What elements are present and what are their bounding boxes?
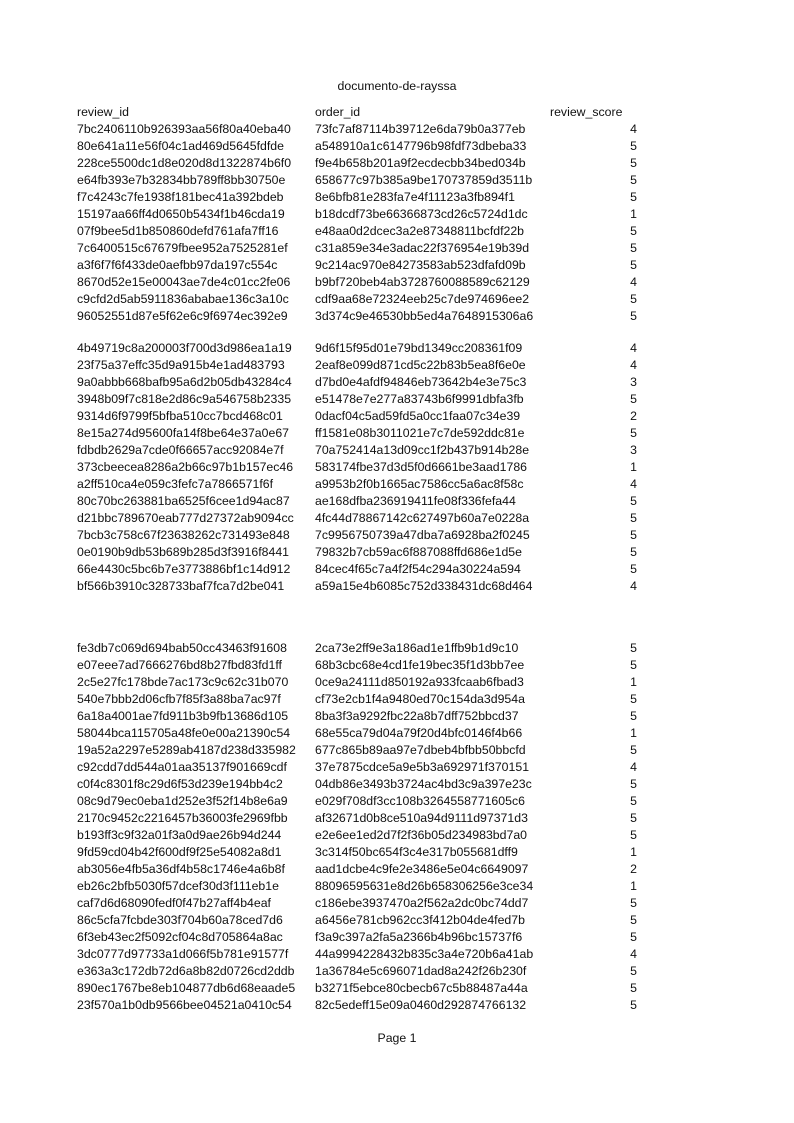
table-row: [77, 578, 637, 595]
order-id-cell: 82c5edeff15e09a0460d292874766132: [315, 998, 527, 1012]
order-id-cell: 04db86e3493b3724ac4bd3c9a397e23c: [315, 777, 532, 791]
review-id-cell: caf7d6d68090fedf0f47b27aff4b4eaf: [77, 896, 271, 910]
order-id-cell: 68b3cbc68e4cd1fe19bec35f1d3bb7ee: [315, 658, 525, 672]
review-id-cell: 9fd59cd04b42f600df9f25e54082a8d1: [77, 845, 282, 859]
review-score-cell: 5: [630, 292, 637, 306]
table-row: [77, 810, 637, 827]
review-id-cell: eb26c2bfb5030f57dcef30d3f111eb1e: [77, 879, 279, 893]
table-row: [77, 172, 637, 189]
order-id-cell: e029f708df3cc108b3264558771605c6: [315, 794, 525, 808]
review-score-cell: 5: [630, 964, 637, 978]
order-id-cell: af32671d0b8ce510a94d9111d97371d3: [315, 811, 528, 825]
review-score-cell: 1: [630, 726, 637, 740]
table-row: [77, 674, 637, 691]
review-score-cell: 4: [630, 760, 637, 774]
table-row: [77, 391, 637, 408]
review-id-cell: 540e7bbb2d06cfb7f85f3a88ba7ac97f: [77, 692, 281, 706]
order-id-cell: 2eaf8e099d871cd5c22b83b5ea8f6e0e: [315, 358, 526, 372]
order-id-cell: 79832b7cb59ac6f887088ffd686e1d5e: [315, 545, 522, 559]
review-score-cell: 5: [630, 981, 637, 995]
table-row: [77, 561, 637, 578]
table-row: [77, 963, 637, 980]
table-row: [77, 510, 637, 527]
order-id-cell: c31a859e34e3adac22f376954e19b39d: [315, 241, 530, 255]
order-id-cell: b9bf720beb4ab3728760088589c62129: [315, 275, 530, 289]
review-id-cell: 3948b09f7c818e2d86c9a546758b2335: [77, 392, 292, 406]
review-id-cell: 6f3eb43ec2f5092cf04c8d705864a8ac: [77, 930, 283, 944]
table-row: [77, 861, 637, 878]
review-id-cell: 23f570a1b0db9566bee04521a0410c54: [77, 998, 292, 1012]
review-id-cell: c9cfd2d5ab5911836ababae136c3a10c: [77, 292, 289, 306]
table-row: [77, 240, 637, 257]
review-id-cell: e64fb393e7b32834bb789ff8bb30750e: [77, 173, 286, 187]
review-score-cell: 4: [630, 477, 637, 491]
review-score-cell: 5: [630, 998, 637, 1012]
table-row: [77, 776, 637, 793]
review-score-cell: 1: [630, 460, 637, 474]
table-row: [77, 827, 637, 844]
review-score-cell: 5: [630, 139, 637, 153]
review-score-cell: 4: [630, 947, 637, 961]
order-id-cell: e2e6ee1ed2d7f2f36b05d234983bd7a0: [315, 828, 528, 842]
order-id-cell: b18dcdf73be66366873cd26c5724d1dc: [315, 207, 528, 221]
column-header-order-id: order_id: [315, 105, 361, 119]
order-id-cell: cf73e2cb1f4a9480ed70c154da3d954a: [315, 692, 525, 706]
review-id-cell: f7c4243c7fe1938f181bec41a392bdeb: [77, 190, 284, 204]
order-id-cell: 70a752414a13d09cc1f2b437b914b28e: [315, 443, 530, 457]
order-id-cell: a6456e781cb962cc3f412b04de4fed7b: [315, 913, 525, 927]
table-header-row: [77, 104, 637, 121]
review-score-cell: 5: [630, 309, 637, 323]
order-id-cell: f3a9c397a2fa5a2366b4b96bc15737f6: [315, 930, 523, 944]
review-id-cell: 228ce5500dc1d8e020d8d1322874b6f0: [77, 156, 292, 170]
review-score-cell: 5: [630, 743, 637, 757]
review-id-cell: 7bc2406110b926393aa56f80a40eba40: [77, 122, 291, 136]
order-id-cell: ff1581e08b3011021e7c7de592ddc81e: [315, 426, 525, 440]
review-id-cell: 96052551d87e5f62e6c9f6974ec392e9: [77, 309, 288, 323]
review-id-cell: 7c6400515c67679fbee952a7525281ef: [77, 241, 288, 255]
review-id-cell: 07f9bee5d1b850860defd761afa7ff16: [77, 224, 279, 238]
table-row: [77, 725, 637, 742]
table-row: [77, 223, 637, 240]
table-row: [77, 980, 637, 997]
review-score-cell: 5: [630, 896, 637, 910]
review-id-cell: 9a0abbb668bafb95a6d2b05db43284c4: [77, 375, 292, 389]
page-number: Page 1: [377, 1031, 417, 1045]
review-id-cell: d21bbc789670eab777d27372ab9094cc: [77, 511, 294, 525]
review-id-cell: 19a52a2297e5289ab4187d238d335982: [77, 743, 296, 757]
review-id-cell: 08c9d79ec0eba1d252e3f52f14b8e6a9: [77, 794, 288, 808]
order-id-cell: 9d6f15f95d01e79bd1349cc208361f09: [315, 341, 523, 355]
table-row: [77, 640, 637, 657]
review-score-cell: 5: [630, 913, 637, 927]
table-row: [77, 476, 637, 493]
column-header-review-id: review_id: [77, 105, 129, 119]
review-score-cell: 5: [630, 692, 637, 706]
order-id-cell: a548910a1c6147796b98fdf73dbeba33: [315, 139, 527, 153]
review-id-cell: 58044bca115705a48fe0e00a21390c54: [77, 726, 291, 740]
review-score-cell: 5: [630, 511, 637, 525]
table-row: [77, 274, 637, 291]
table-row: [77, 895, 637, 912]
order-id-cell: b3271f5ebce80cbecb67c5b88487a44a: [315, 981, 528, 995]
review-id-cell: fe3db7c069d694bab50cc43463f91608: [77, 641, 287, 655]
review-id-cell: 4b49719c8a200003f700d3d986ea1a19: [77, 341, 292, 355]
table-row: [77, 408, 637, 425]
order-id-cell: a9953b2f0b1665ac7586cc5a6ac8f58c: [315, 477, 524, 491]
table-row: [77, 121, 637, 138]
order-id-cell: e48aa0d2dcec3a2e87348811bcfdf22b: [315, 224, 525, 238]
order-id-cell: 658677c97b385a9be170737859d3511b: [315, 173, 533, 187]
review-id-cell: a3f6f7f6f433de0aefbb97da197c554c: [77, 258, 278, 272]
order-id-cell: aad1dcbe4c9fe2e3486e5e04c6649097: [315, 862, 529, 876]
review-id-cell: 3dc0777d97733a1d066f5b781e91577f: [77, 947, 289, 961]
review-id-cell: 80e641a11e56f04c1ad469d5645fdfde: [77, 139, 284, 153]
review-score-cell: 5: [630, 794, 637, 808]
table-row: [77, 493, 637, 510]
review-id-cell: fdbdb2629a7cde0f66657acc92084e7f: [77, 443, 284, 457]
review-score-cell: 5: [630, 426, 637, 440]
table-row: [77, 257, 637, 274]
order-id-cell: 3d374c9e46530bb5ed4a7648915306a6: [315, 309, 534, 323]
review-id-cell: c92cdd7dd544a01aa35137f901669cdf: [77, 760, 287, 774]
review-id-cell: 66e4430c5bc6b7e3773886bf1c14d912: [77, 562, 291, 576]
order-id-cell: 8ba3f3a9292fbc22a8b7dff752bbcd37: [315, 709, 519, 723]
review-score-cell: 3: [630, 443, 637, 457]
review-id-cell: 0e0190b9db53b689b285d3f3916f8441: [77, 545, 290, 559]
review-id-cell: 23f75a37effc35d9a915b4e1ad483793: [77, 358, 285, 372]
review-score-cell: 1: [630, 845, 637, 859]
review-score-cell: 5: [630, 545, 637, 559]
document-title: documento-de-rayssa: [337, 79, 457, 93]
order-id-cell: 44a9994228432b835c3a4e720b6a41ab: [315, 947, 534, 961]
table-row: [77, 878, 637, 895]
review-id-cell: 6a18a4001ae7fd911b3b9fb13686d105: [77, 709, 289, 723]
table-row: [77, 155, 637, 172]
order-id-cell: 3c314f50bc654f3c4e317b055681dff9: [315, 845, 518, 859]
review-id-cell: 373cbeecea8286a2b66c97b1b157ec46: [77, 460, 294, 474]
review-score-cell: 5: [630, 156, 637, 170]
table-row: [77, 442, 637, 459]
review-score-cell: 4: [630, 358, 637, 372]
review-id-cell: 890ec1767be8eb104877db6d68eaade5: [77, 981, 296, 995]
review-score-cell: 5: [630, 528, 637, 542]
table-row: [77, 946, 637, 963]
review-score-cell: 4: [630, 275, 637, 289]
review-score-cell: 5: [630, 828, 637, 842]
review-id-cell: 2170c9452c2216457b36003fe2969fbb: [77, 811, 288, 825]
review-score-cell: 2: [630, 862, 637, 876]
review-score-cell: 3: [630, 375, 637, 389]
order-id-cell: 2ca73e2ff9e3a186ad1e1ffb9b1d9c10: [315, 641, 519, 655]
review-score-cell: 4: [630, 579, 637, 593]
table-row: [77, 691, 637, 708]
order-id-cell: 0ce9a24111d850192a933fcaab6fbad3: [315, 675, 524, 689]
table-row: [77, 912, 637, 929]
table-row: [77, 308, 637, 325]
review-score-cell: 5: [630, 562, 637, 576]
review-score-cell: 5: [630, 392, 637, 406]
review-score-cell: 5: [630, 709, 637, 723]
table-row: [77, 708, 637, 725]
review-score-cell: 5: [630, 258, 637, 272]
order-id-cell: f9e4b658b201a9f2ecdecbb34bed034b: [315, 156, 526, 170]
review-score-cell: 5: [630, 241, 637, 255]
review-id-cell: bf566b3910c328733baf7fca7d2be041: [77, 579, 285, 593]
order-id-cell: 1a36784e5c696071dad8a242f26b230f: [315, 964, 527, 978]
review-score-cell: 5: [630, 190, 637, 204]
review-id-cell: 2c5e27fc178bde7ac173c9c62c31b070: [77, 675, 289, 689]
order-id-cell: 7c9956750739a47dba7a6928ba2f0245: [315, 528, 530, 542]
column-header-review-score: review_score: [550, 105, 623, 119]
table-row: [77, 138, 637, 155]
table-row: [77, 459, 637, 476]
order-id-cell: 4fc44d78867142c627497b60a7e0228a: [315, 511, 530, 525]
review-score-cell: 5: [630, 930, 637, 944]
table-row: [77, 742, 637, 759]
review-score-cell: 5: [630, 641, 637, 655]
review-score-cell: 5: [630, 658, 637, 672]
review-score-cell: 1: [630, 879, 637, 893]
table-row: [77, 425, 637, 442]
review-score-cell: 4: [630, 341, 637, 355]
review-id-cell: 7bcb3c758c67f23638262c731493e848: [77, 528, 290, 542]
review-score-cell: 5: [630, 811, 637, 825]
table-row: [77, 291, 637, 308]
review-score-cell: 5: [630, 777, 637, 791]
order-id-cell: d7bd0e4afdf94846eb73642b4e3e75c3: [315, 375, 527, 389]
review-id-cell: ab3056e4fb5a36df4b58c1746e4a6b8f: [77, 862, 285, 876]
order-id-cell: 0dacf04c5ad59fd5a0cc1faa07c34e39: [315, 409, 521, 423]
table-row: [77, 844, 637, 861]
review-score-cell: 4: [630, 122, 637, 136]
order-id-cell: 68e55ca79d04a79f20d4bfc0146f4b66: [315, 726, 523, 740]
order-id-cell: e51478e7e277a83743b6f9991dbfa3fb: [315, 392, 524, 406]
order-id-cell: 9c214ac970e84273583ab523dfafd09b: [315, 258, 526, 272]
order-id-cell: 8e6bfb81e283fa7e4f11123a3fb894f1: [315, 190, 515, 204]
review-id-cell: e07eee7ad7666276bd8b27fbd83fd1ff: [77, 658, 282, 672]
review-score-cell: 5: [630, 173, 637, 187]
order-id-cell: cdf9aa68e72324eeb25c7de974696ee2: [315, 292, 530, 306]
order-id-cell: 88096595631e8d26b658306256e3ce34: [315, 879, 534, 893]
review-score-cell: 1: [630, 675, 637, 689]
review-id-cell: 15197aa66ff4d0650b5434f1b46cda19: [77, 207, 285, 221]
review-id-cell: 80c70bc263881ba6525f6cee1d94ac87: [77, 494, 290, 508]
table-row: [77, 527, 637, 544]
order-id-cell: 73fc7af87114b39712e6da79b0a377eb: [315, 122, 526, 136]
review-id-cell: 9314d6f9799f5bfba510cc7bcd468c01: [77, 409, 283, 423]
table-row: [77, 997, 637, 1014]
table-row: [77, 357, 637, 374]
review-score-cell: 5: [630, 494, 637, 508]
order-id-cell: 677c865b89aa97e7dbeb4bfbb50bbcfd: [315, 743, 526, 757]
review-id-cell: 8e15a274d95600fa14f8be64e37a0e67: [77, 426, 290, 440]
table-row: [77, 793, 637, 810]
table-row: [77, 657, 637, 674]
order-id-cell: a59a15e4b6085c752d338431dc68d464: [315, 579, 533, 593]
review-id-cell: 8670d52e15e00043ae7de4c01cc2fe06: [77, 275, 291, 289]
table-row: [77, 374, 637, 391]
order-id-cell: 37e7875cdce5a9e5b3a692971f370151: [315, 760, 530, 774]
review-id-cell: 86c5cfa7fcbde303f704b60a78ced7d6: [77, 913, 283, 927]
review-score-cell: 1: [630, 207, 637, 221]
review-score-cell: 5: [630, 224, 637, 238]
table-row: [77, 544, 637, 561]
order-id-cell: ae168dfba236919411fe08f336fefa44: [315, 494, 516, 508]
review-score-cell: 2: [630, 409, 637, 423]
review-id-cell: b193ff3c9f32a01f3a0d9ae26b94d244: [77, 828, 282, 842]
table-row: [77, 206, 637, 223]
review-id-cell: c0f4c8301f8c29d6f53d239e194bb4c2: [77, 777, 283, 791]
order-id-cell: c186ebe3937470a2f562a2dc0bc74dd7: [315, 896, 529, 910]
table-row: [77, 340, 637, 357]
order-id-cell: 84cec4f65c7a4f2f54c294a30224a594: [315, 562, 521, 576]
review-id-cell: a2ff510ca4e059c3fefc7a7866571f6f: [77, 477, 274, 491]
review-id-cell: e363a3c172db72d6a8b82d0726cd2ddb: [77, 964, 295, 978]
table-row: [77, 759, 637, 776]
order-id-cell: 583174fbe37d3d5f0d6661be3aad1786: [315, 460, 528, 474]
table-row: [77, 929, 637, 946]
table-row: [77, 189, 637, 206]
